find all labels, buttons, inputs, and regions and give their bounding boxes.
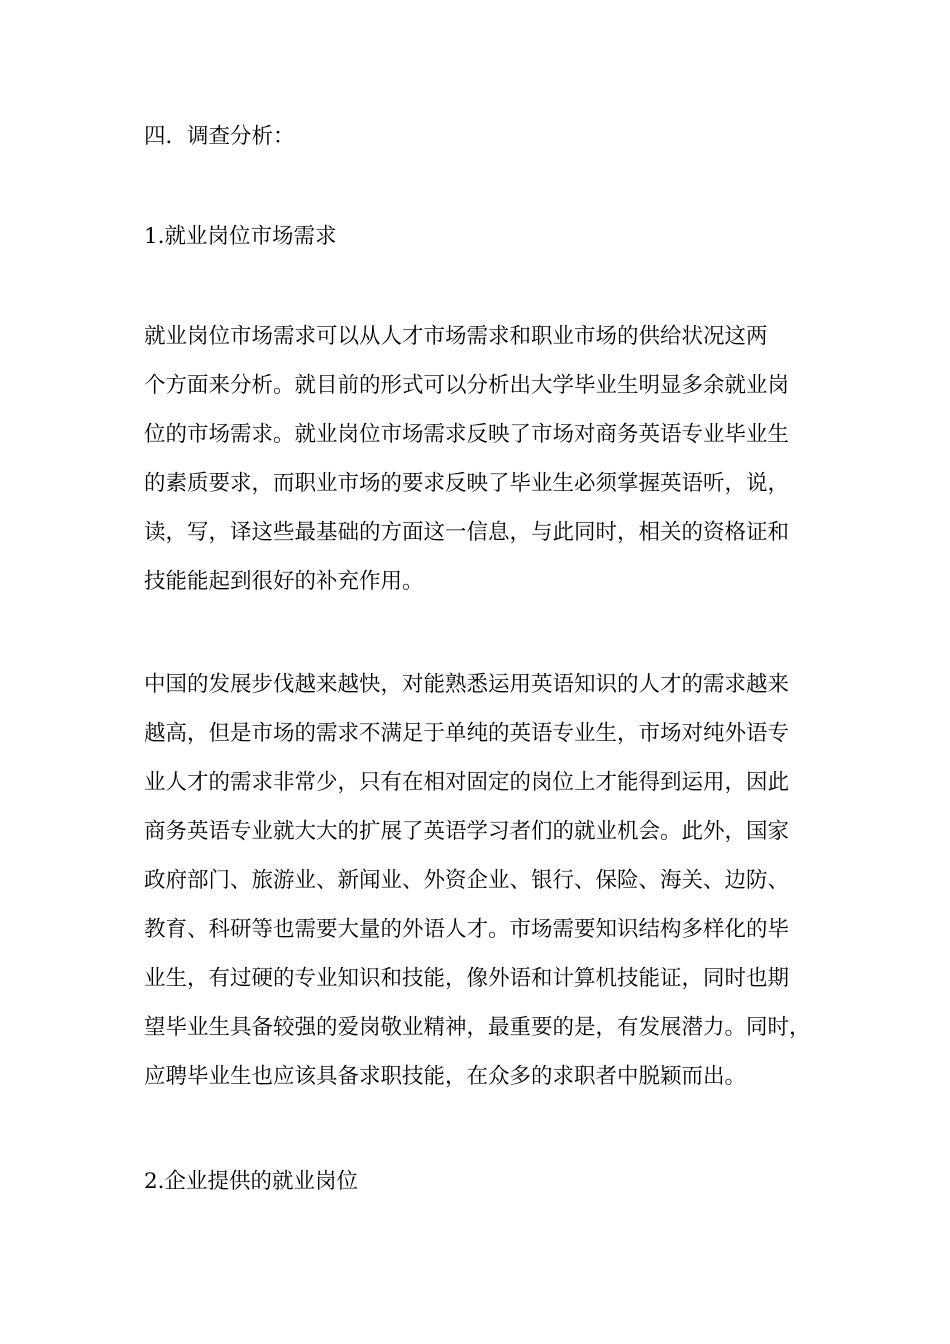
subsection-heading-1-text: 1.就业岗位市场需求 bbox=[144, 224, 337, 249]
subsection-heading-2-text: 2.企业提供的就业岗位 bbox=[144, 1169, 359, 1194]
paragraph-line: 的素质要求，而职业市场的要求反映了毕业生必须掌握英语听，说， bbox=[144, 471, 790, 496]
paragraph-line: 位的市场需求。就业岗位市场需求反映了市场对商务英语专业毕业生 bbox=[144, 422, 790, 447]
section-heading bbox=[144, 112, 814, 161]
paragraph-line: 教育、科研等也需要大量的外语人才。市场需要知识结构多样化的毕 bbox=[144, 917, 790, 942]
paragraph-1 bbox=[144, 312, 814, 606]
paragraph-2 bbox=[144, 660, 814, 1101]
subsection-heading-2 bbox=[144, 1157, 814, 1206]
paragraph-line: 业人才的需求非常少，只有在相对固定的岗位上才能得到运用，因此 bbox=[144, 770, 790, 795]
section-heading-text: 四．调查分析： bbox=[144, 124, 295, 149]
paragraph-line: 中国的发展步伐越来越快，对能熟悉运用英语知识的人才的需求越来 bbox=[144, 672, 790, 697]
paragraph-line: 个方面来分析。就目前的形式可以分析出大学毕业生明显多余就业岗 bbox=[144, 373, 790, 398]
paragraph-line: 应聘毕业生也应该具备求职技能，在众多的求职者中脱颖而出。 bbox=[144, 1064, 747, 1089]
paragraph-line: 商务英语专业就大大的扩展了英语学习者们的就业机会。此外，国家 bbox=[144, 819, 790, 844]
subsection-heading-1 bbox=[144, 212, 814, 261]
paragraph-line: 就业岗位市场需求可以从人才市场需求和职业市场的供给状况这两 bbox=[144, 324, 768, 349]
paragraph-line: 望毕业生具备较强的爱岗敬业精神，最重要的是，有发展潜力。同时， bbox=[144, 1015, 811, 1040]
paragraph-line: 技能能起到很好的补充作用。 bbox=[144, 569, 424, 594]
paragraph-line: 读，写，译这些最基础的方面这一信息，与此同时，相关的资格证和 bbox=[144, 520, 790, 545]
paragraph-line: 政府部门、旅游业、新闻业、外资企业、银行、保险、海关、边防、 bbox=[144, 868, 790, 893]
paragraph-line: 业生，有过硬的专业知识和技能，像外语和计算机技能证，同时也期 bbox=[144, 966, 790, 991]
paragraph-line: 越高，但是市场的需求不满足于单纯的英语专业生，市场对纯外语专 bbox=[144, 721, 790, 746]
